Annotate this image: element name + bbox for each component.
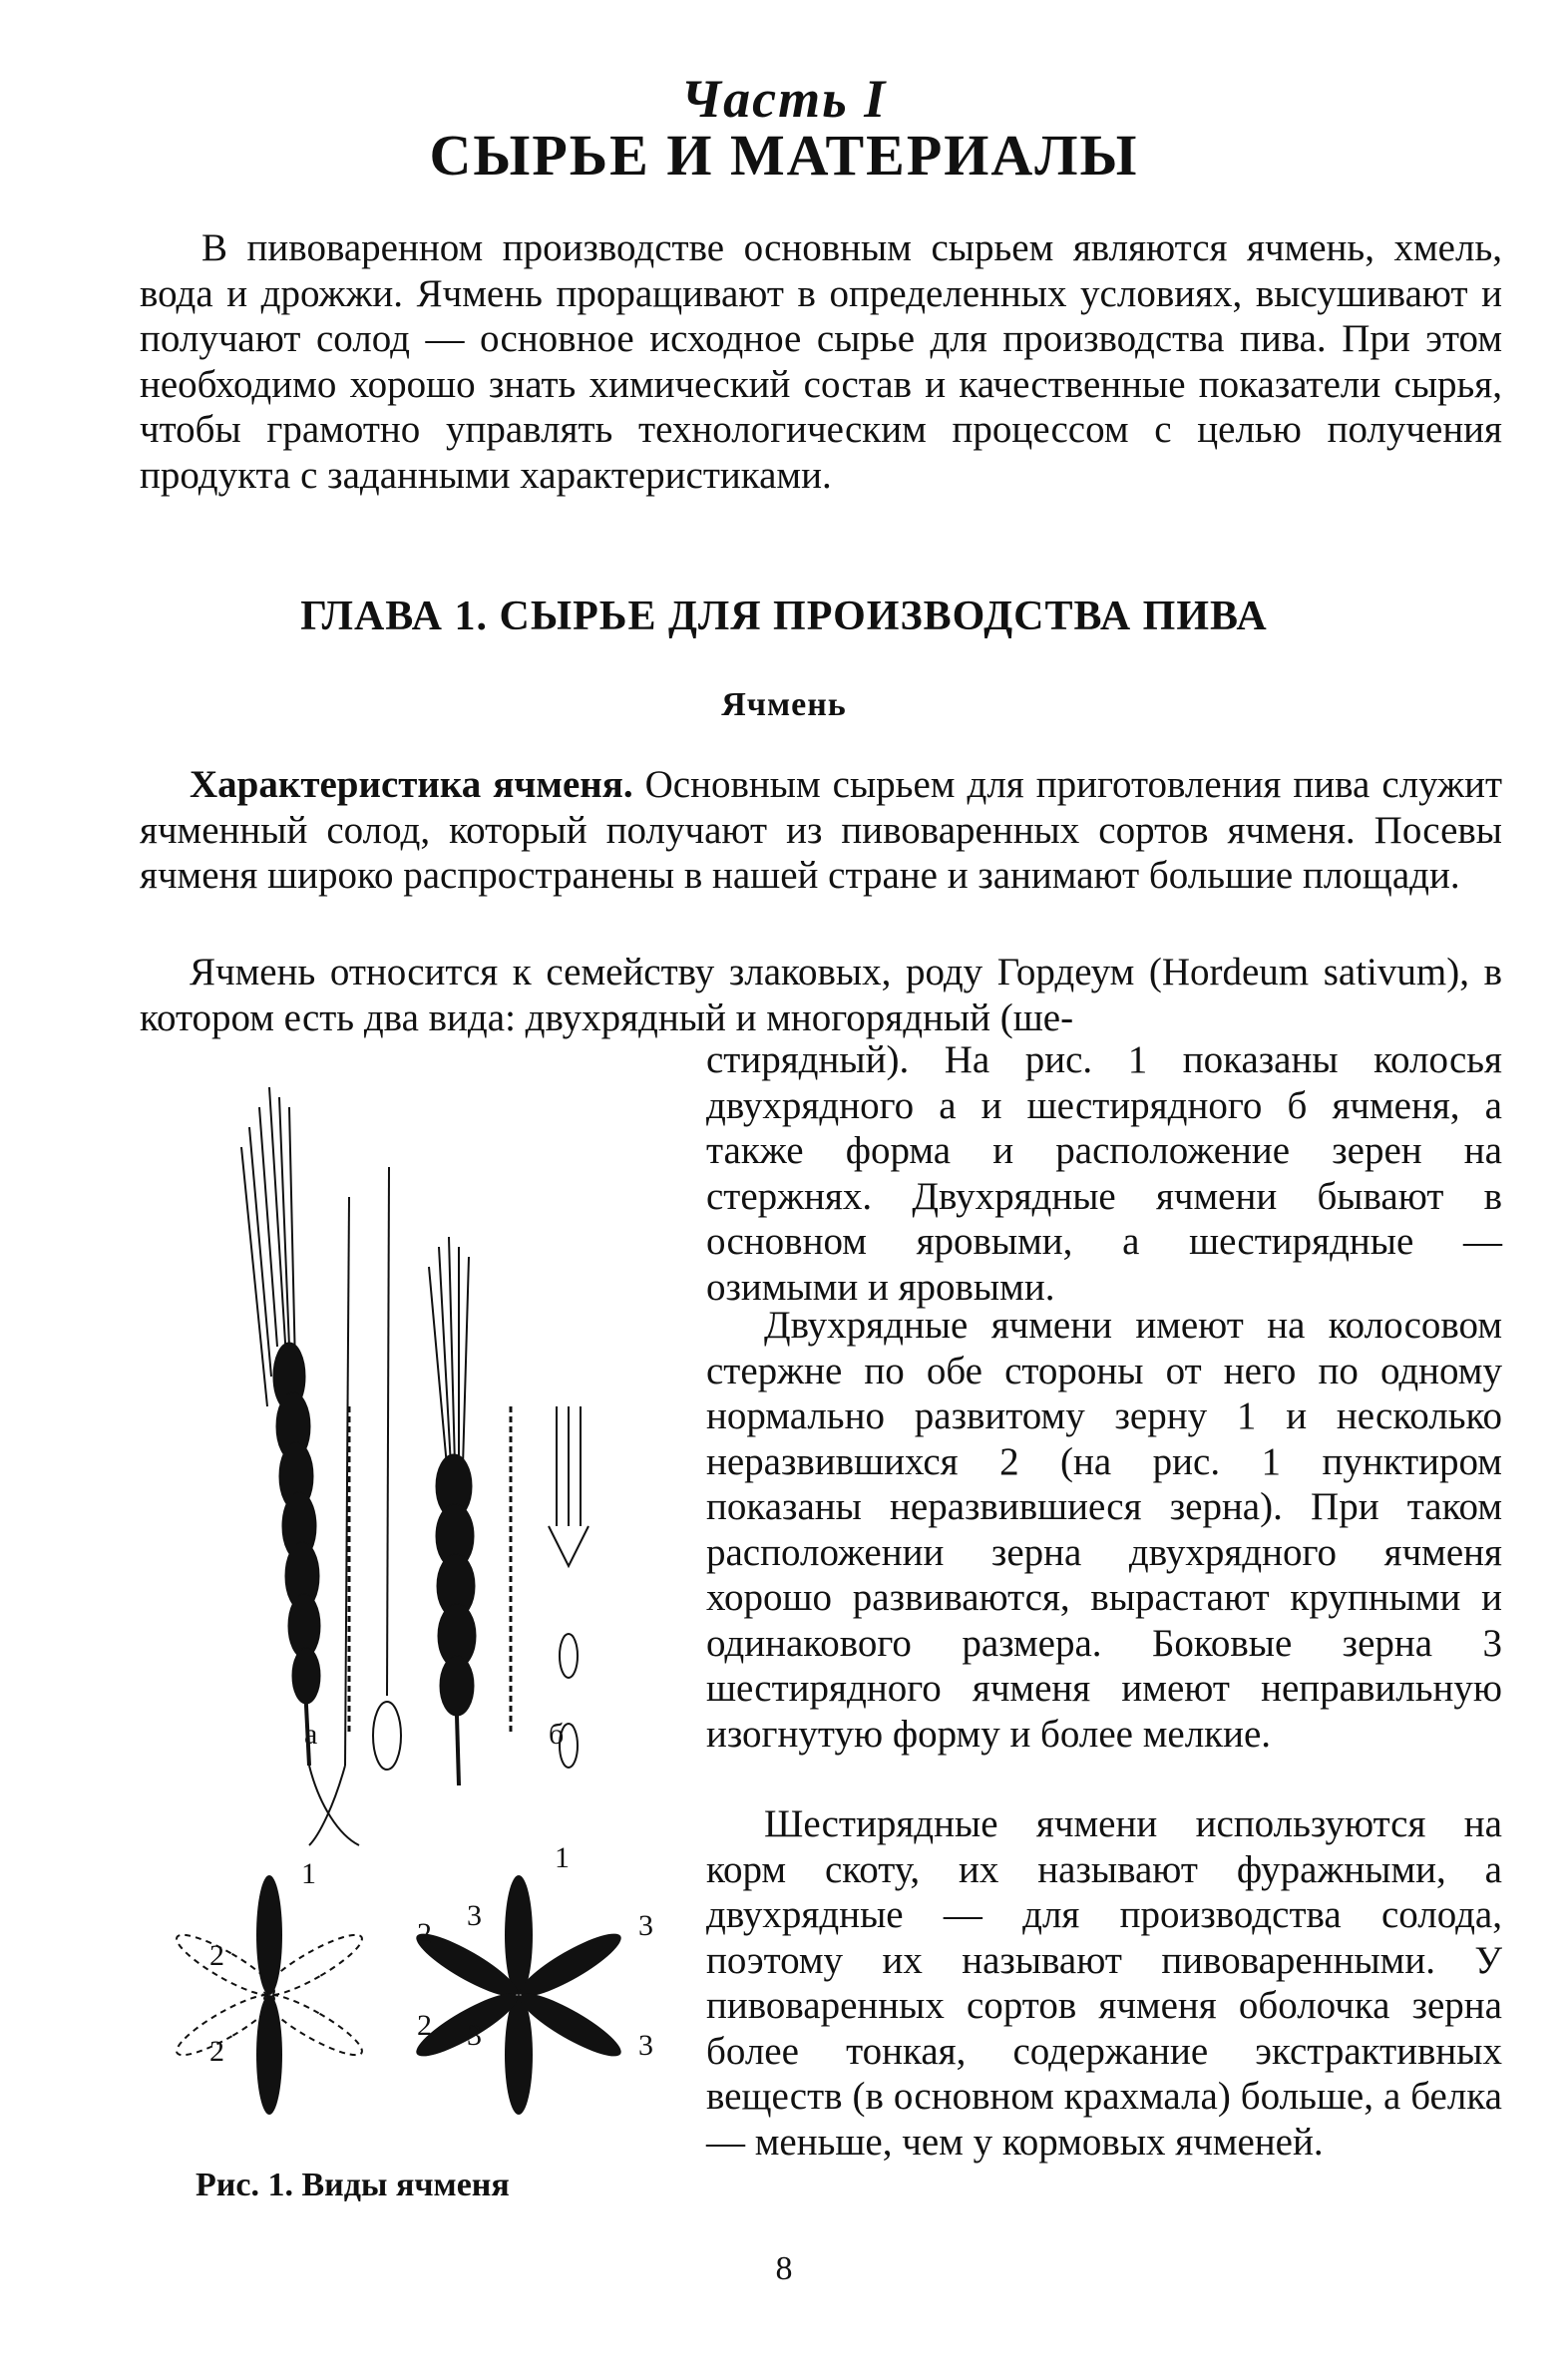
part-title: Часть I xyxy=(680,69,888,129)
two-row-ear-drawing xyxy=(241,1087,401,1845)
page-number: 8 xyxy=(775,2250,793,2287)
paragraph-two-row: Двухрядные ячмени имеют на колосовом стержне по обе стороны от него по одному нормально развитому зерну 1 и несколько неразвившихся 2 (на рис. 1 пунктиром показаны неразвившиеся зерна). При таком расположении зерна двухрядного ячменя хорошо развиваются, вырастают крупными и одинакового размера. Боковые зерна 3 шестирядного ячменя имеют неправильную изогнутую форму и более мелкие. xyxy=(706,1304,1502,1756)
paragraph-figure-description: стирядный). На рис. 1 показаны колосья двухрядного а и шестирядного б ячменя, а также форма и расположение зерен на стержнях. Двухрядные ячмени бывают в основном яровыми, а шестирядные — озимыми и яровыми. xyxy=(706,1038,1502,1309)
intro-paragraph: В пивоваренном производстве основным сырьем являются ячмень, хмель, вода и дрожжи. Ячмень проращивают в определенных условиях, высушивают и получают солод — основное исходное сырье для производства пива. При этом необходимо хорошо знать химический состав и качественные показатели сырья, чтобы грамотно управлять технологическим процессом с целью получения продукта с заданными характеристиками. xyxy=(140,226,1502,497)
paragraph-text: Основным сырьем для приготовления пива служит ячменный солод, который получают из пивоваренных сортов ячменя. Посевы ячменя широко распространены в нашей стране и занимают большие площади. xyxy=(140,763,1502,897)
rosette-a-drawing xyxy=(171,1875,368,2115)
figure-caption: Рис. 1. Виды ячменя xyxy=(196,2167,510,2203)
paragraph-six-row: Шестирядные ячмени используются на корм скоту, их называют фуражными, а двухрядные — для производства солода, поэтому их называют пивоваренными. У пивоваренных сортов ячменя оболочка зерна более тонкая, содержание экстрактивных веществ (в основном крахмала) больше, а белка — меньше, чем у кормовых ячменей. xyxy=(706,1802,1502,2164)
rosette-a-label-left-lower: 2 xyxy=(209,2035,224,2068)
barley-illustration xyxy=(150,1047,678,2165)
ear-label-b: б xyxy=(549,1718,565,1751)
barley-figure xyxy=(150,1047,678,2165)
ear-label-a: а xyxy=(304,1718,318,1751)
rosette-b-label-right-upper: 3 xyxy=(638,1909,653,1942)
six-row-ear-drawing xyxy=(349,1237,588,1785)
rosette-b-drawing xyxy=(410,1875,627,2115)
rosette-a-label-right-lower: 2 xyxy=(417,2009,432,2042)
paragraph-classification: Ячмень относится к семейству злаковых, роду Гордеум (Hordeum sativum), в котором есть два вида: двухрядный и многорядный (ше- xyxy=(140,951,1502,1039)
chapter-heading: ГЛАВА 1. СЫРЬЕ ДЛЯ ПРОИЗВОДСТВА ПИВА xyxy=(300,594,1268,639)
part-subtitle: СЫРЬЕ И МАТЕРИАЛЫ xyxy=(429,123,1139,188)
section-heading: Ячмень xyxy=(721,686,847,723)
rosette-b-label-right-lower: 3 xyxy=(638,2029,653,2062)
rosette-b-label-left-upper: 3 xyxy=(467,1899,482,1932)
rosette-b-label-left-lower: 3 xyxy=(467,2019,482,2052)
paragraph-lead: Характеристика ячменя. xyxy=(190,763,633,806)
rosette-b-label-top: 1 xyxy=(555,1841,570,1874)
rosette-a-label-left-upper: 2 xyxy=(209,1939,224,1972)
rosette-a-label-top: 1 xyxy=(301,1857,316,1890)
rosette-a-label-right-upper: 2 xyxy=(417,1917,432,1950)
paragraph-characteristics xyxy=(140,762,1502,899)
